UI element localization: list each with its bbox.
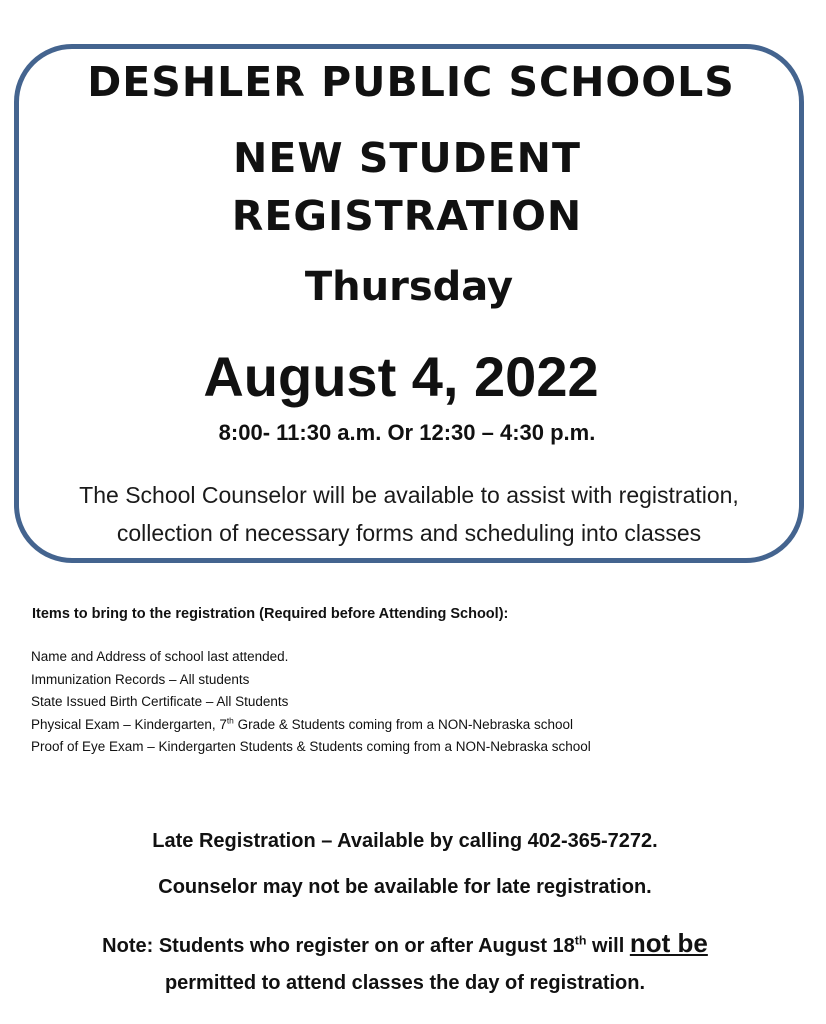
- list-item: Immunization Records – All students: [31, 671, 250, 687]
- title-line-1: NEW STUDENT: [233, 134, 581, 182]
- note-emphasis: not be: [629, 928, 708, 958]
- list-item: State Issued Birth Certificate – All Students: [31, 694, 289, 709]
- list-item: Name and Address of school last attended.: [31, 649, 289, 664]
- requirements-list: [31, 646, 591, 759]
- item-text: Physical Exam – Kindergarten, 7: [31, 716, 227, 732]
- description-line-2: collection of necessary forms and scheduling into classes: [116, 520, 702, 546]
- list-item: Proof of Eye Exam – Kindergarten Students & Students coming from a NON-Nebraska school: [31, 739, 591, 754]
- ordinal-suffix: th: [226, 715, 234, 725]
- list-item: [31, 714, 591, 737]
- requirements-heading: Items to bring to the registration (Required before Attending School):: [32, 606, 509, 622]
- note-text: Note: Students who register on or after August 18: [102, 935, 575, 957]
- counselor-description: [0, 476, 822, 552]
- note-text: will: [586, 935, 630, 957]
- ordinal-suffix: th: [574, 933, 587, 948]
- description-line-1: The School Counselor will be available to assist with registration,: [79, 482, 739, 508]
- late-counselor-line: Counselor may not be available for late registration.: [158, 876, 652, 898]
- item-text: Grade & Students coming from a NON-Nebraska school: [233, 716, 573, 732]
- late-registration-line: Late Registration – Available by calling 402-365-7272.: [152, 830, 658, 852]
- registration-day: Thursday: [304, 264, 514, 310]
- registration-hours: 8:00- 11:30 a.m. Or 12:30 – 4:30 p.m.: [218, 420, 596, 445]
- note-line-1: [0, 928, 818, 959]
- note-line-2: permitted to attend classes the day of registration.: [164, 972, 646, 994]
- title-line-2: REGISTRATION: [231, 192, 583, 240]
- registration-date: August 4, 2022: [203, 345, 599, 408]
- school-name: DESHLER PUBLIC SCHOOLS: [87, 58, 735, 106]
